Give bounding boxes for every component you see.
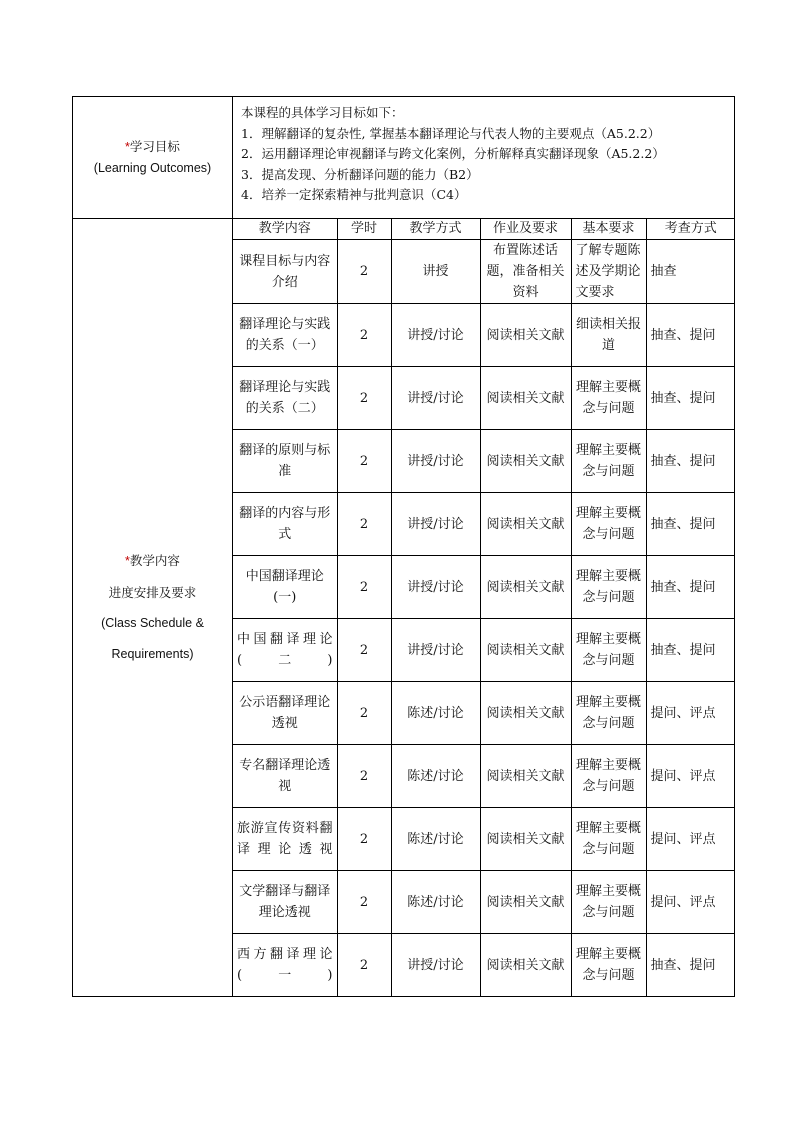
cell-content: 专名翻译理论透视 [233, 745, 337, 808]
cell-method: 讲授/讨论 [391, 304, 480, 367]
cell-hours: 2 [337, 304, 391, 367]
schedule-row [233, 556, 735, 619]
schedule-label-cell [73, 219, 233, 997]
cell-content: 西方翻译理论(一) [233, 934, 337, 997]
cell-assessment: 抽查、提问 [646, 556, 735, 619]
cell-homework: 阅读相关文献 [480, 934, 571, 997]
required-star: * [125, 554, 130, 568]
header-requirement: 基本要求 [571, 219, 646, 240]
cell-homework: 阅读相关文献 [480, 682, 571, 745]
cell-content: 公示语翻译理论透视 [233, 682, 337, 745]
cell-homework: 阅读相关文献 [480, 808, 571, 871]
cell-hours: 2 [337, 430, 391, 493]
schedule-label-en1: (Class Schedule & [101, 616, 204, 630]
schedule-row [233, 745, 735, 808]
cell-assessment: 提问、评点 [646, 871, 735, 934]
cell-hours: 2 [337, 619, 391, 682]
cell-homework: 布置陈述话题，准备相关资料 [480, 240, 571, 304]
schedule-label-en2: Requirements) [111, 647, 194, 661]
header-method: 教学方式 [391, 219, 480, 240]
syllabus-table [72, 96, 735, 997]
cell-homework: 阅读相关文献 [480, 745, 571, 808]
cell-homework: 阅读相关文献 [480, 367, 571, 430]
cell-requirement: 理解主要概念与问题 [571, 808, 646, 871]
cell-hours: 2 [337, 934, 391, 997]
outcome-item-1: 1．理解翻译的复杂性, 掌握基本翻译理论与代表人物的主要观点（A5.2.2） [241, 125, 661, 141]
cell-requirement: 理解主要概念与问题 [571, 871, 646, 934]
cell-hours: 2 [337, 808, 391, 871]
outcome-item-2: 2．运用翻译理论审视翻译与跨文化案例，分析解释真实翻译现象（A5.2.2） [241, 146, 665, 161]
cell-content: 中国翻译理论(一) [233, 556, 337, 619]
cell-method: 讲授/讨论 [391, 556, 480, 619]
outcomes-content-cell [233, 97, 735, 219]
syllabus-page [72, 96, 734, 997]
cell-content: 旅游宣传资料翻译理论透视 [233, 808, 337, 871]
cell-method: 讲授/讨论 [391, 430, 480, 493]
schedule-table [233, 219, 735, 996]
cell-homework: 阅读相关文献 [480, 871, 571, 934]
cell-content: 翻译的内容与形式 [233, 493, 337, 556]
schedule-label-cn: 教学内容 [129, 553, 180, 568]
cell-content: 翻译的原则与标准 [233, 430, 337, 493]
header-content: 教学内容 [233, 219, 337, 240]
outcomes-label-cell [73, 97, 233, 219]
cell-homework: 阅读相关文献 [480, 304, 571, 367]
cell-requirement: 理解主要概念与问题 [571, 682, 646, 745]
cell-hours: 2 [337, 493, 391, 556]
header-hours: 学时 [337, 219, 391, 240]
cell-content: 课程目标与内容介绍 [233, 240, 337, 304]
outcome-item-3: 3．提高发现、分析翻译问题的能力（B2） [241, 166, 479, 182]
cell-requirement: 细读相关报道 [571, 304, 646, 367]
schedule-label-cn2: 进度安排及要求 [108, 585, 197, 600]
cell-content: 文学翻译与翻译理论透视 [233, 871, 337, 934]
cell-method: 讲授/讨论 [391, 493, 480, 556]
cell-assessment: 抽查、提问 [646, 934, 735, 997]
cell-method: 陈述/讨论 [391, 871, 480, 934]
cell-assessment: 提问、评点 [646, 682, 735, 745]
schedule-row [233, 367, 735, 430]
cell-requirement: 了解专题陈述及学期论文要求 [571, 240, 646, 304]
schedule-row [233, 493, 735, 556]
cell-assessment: 抽查、提问 [646, 367, 735, 430]
schedule-row [233, 682, 735, 745]
cell-requirement: 理解主要概念与问题 [571, 493, 646, 556]
cell-requirement: 理解主要概念与问题 [571, 934, 646, 997]
cell-requirement: 理解主要概念与问题 [571, 556, 646, 619]
header-assessment: 考查方式 [646, 219, 735, 240]
outcome-item-4: 4．培养一定探索精神与批判意识（C4） [241, 187, 467, 202]
cell-assessment: 抽查 [646, 240, 735, 304]
cell-assessment: 提问、评点 [646, 808, 735, 871]
cell-method: 讲授/讨论 [391, 367, 480, 430]
cell-homework: 阅读相关文献 [480, 619, 571, 682]
schedule-row [233, 619, 735, 682]
cell-assessment: 抽查、提问 [646, 430, 735, 493]
outcomes-intro: 本课程的具体学习目标如下： [241, 105, 404, 120]
cell-content: 翻译理论与实践的关系（二） [233, 367, 337, 430]
header-homework: 作业及要求 [480, 219, 571, 240]
required-star: * [125, 140, 130, 154]
schedule-row [233, 430, 735, 493]
schedule-content-cell [233, 219, 735, 997]
cell-homework: 阅读相关文献 [480, 493, 571, 556]
cell-requirement: 理解主要概念与问题 [571, 619, 646, 682]
cell-method: 陈述/讨论 [391, 682, 480, 745]
cell-content: 中国翻译理论(二) [233, 619, 337, 682]
cell-homework: 阅读相关文献 [480, 430, 571, 493]
cell-assessment: 抽查、提问 [646, 619, 735, 682]
outcomes-label-cn: 学习目标 [129, 139, 180, 154]
cell-hours: 2 [337, 871, 391, 934]
cell-method: 讲授/讨论 [391, 619, 480, 682]
schedule-row [233, 304, 735, 367]
cell-hours: 2 [337, 745, 391, 808]
cell-content: 翻译理论与实践的关系（一） [233, 304, 337, 367]
cell-requirement: 理解主要概念与问题 [571, 745, 646, 808]
cell-assessment: 抽查、提问 [646, 304, 735, 367]
cell-method: 讲授/讨论 [391, 934, 480, 997]
cell-requirement: 理解主要概念与问题 [571, 430, 646, 493]
cell-homework: 阅读相关文献 [480, 556, 571, 619]
cell-assessment: 抽查、提问 [646, 493, 735, 556]
cell-method: 讲授 [391, 240, 480, 304]
cell-hours: 2 [337, 367, 391, 430]
schedule-row [233, 808, 735, 871]
cell-hours: 2 [337, 556, 391, 619]
schedule-row [233, 240, 735, 304]
cell-hours: 2 [337, 682, 391, 745]
schedule-header-row [233, 219, 735, 240]
schedule-row [233, 934, 735, 997]
cell-method: 陈述/讨论 [391, 745, 480, 808]
cell-assessment: 提问、评点 [646, 745, 735, 808]
cell-method: 陈述/讨论 [391, 808, 480, 871]
schedule-row [233, 871, 735, 934]
cell-requirement: 理解主要概念与问题 [571, 367, 646, 430]
outcomes-label-en: (Learning Outcomes) [93, 161, 212, 175]
cell-hours: 2 [337, 240, 391, 304]
